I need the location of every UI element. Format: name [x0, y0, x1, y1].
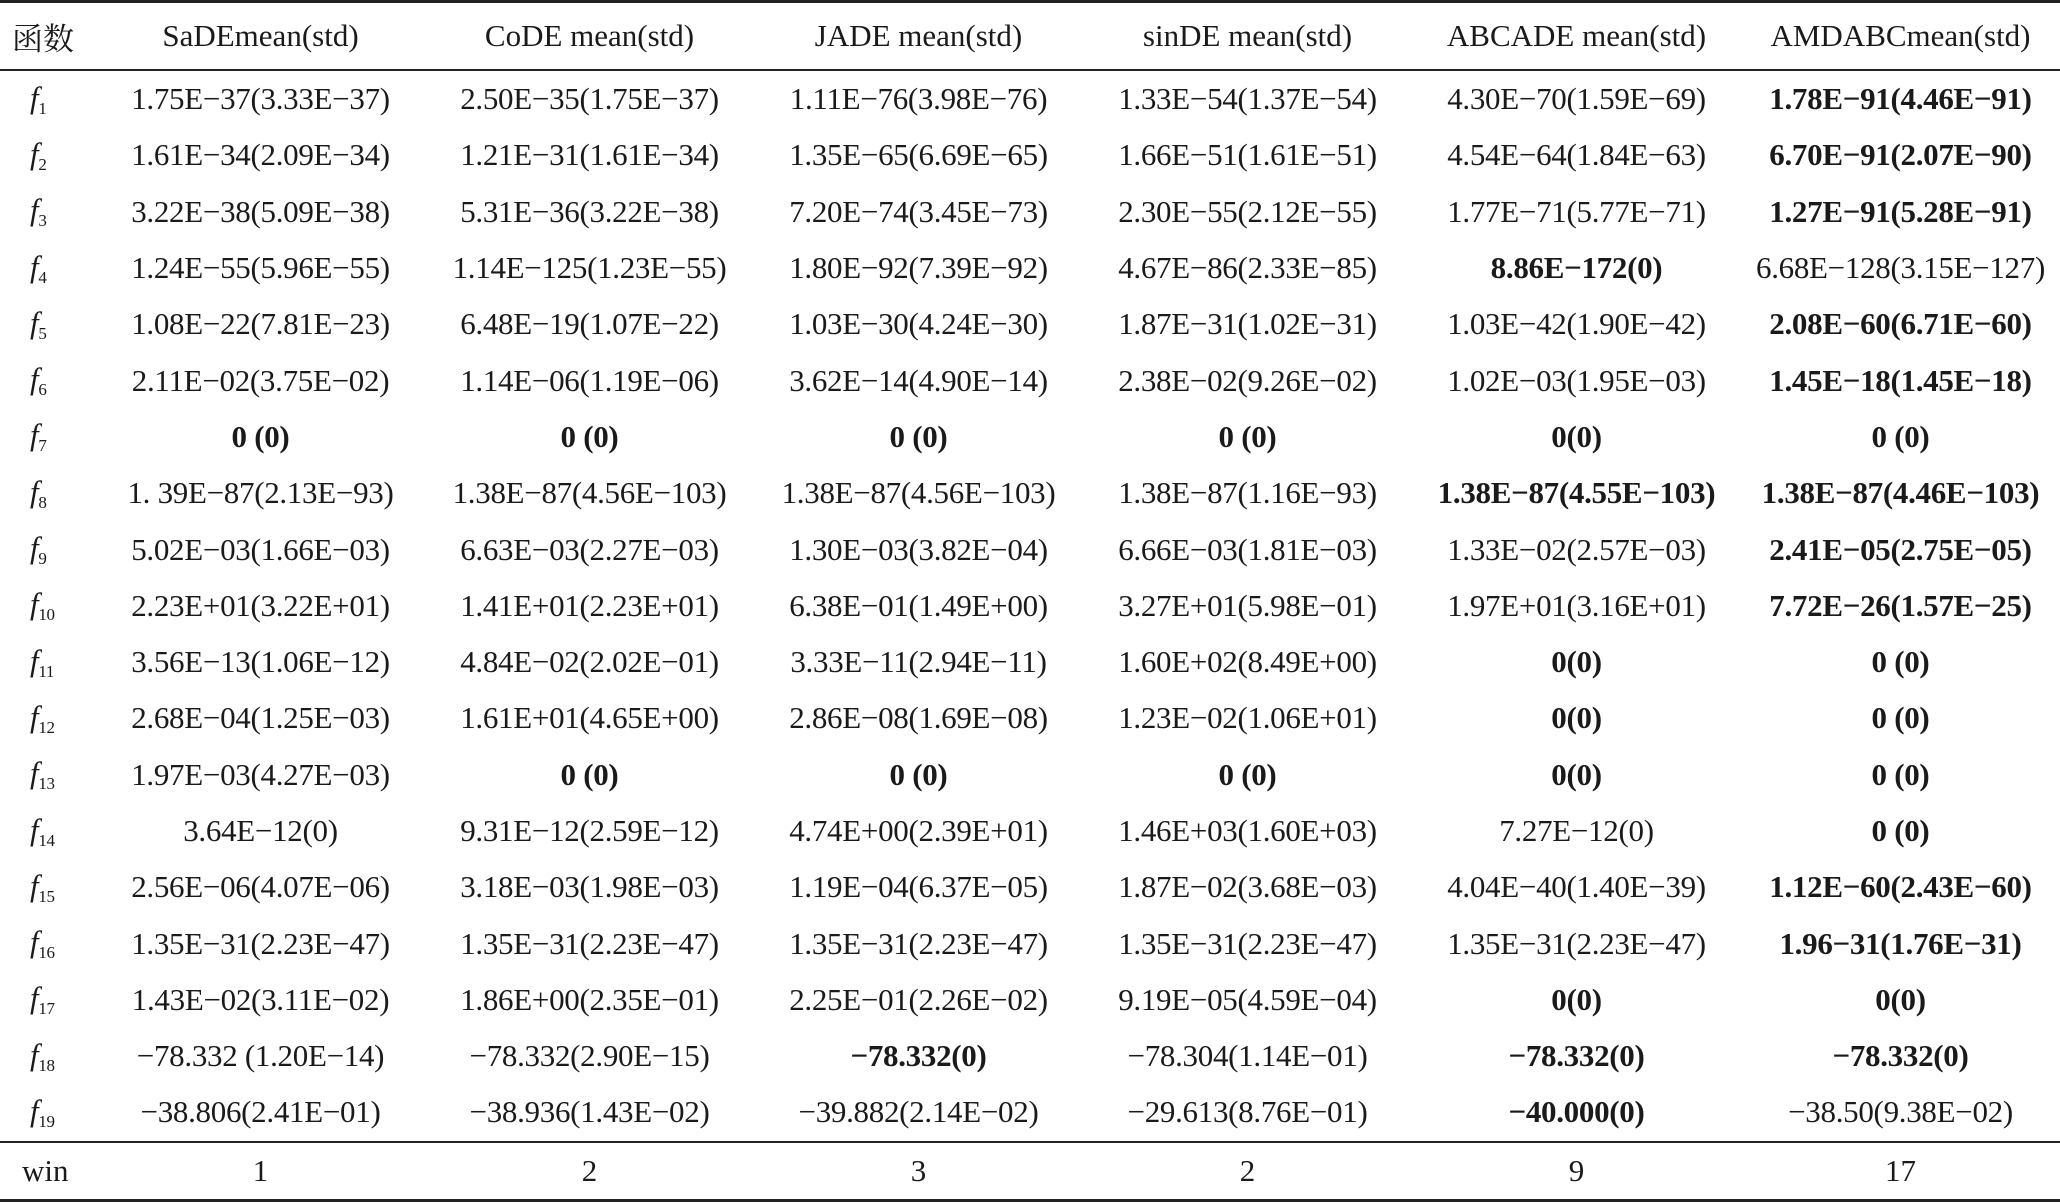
result-cell: 3.64E−12(0): [183, 813, 338, 848]
header-row: [0, 2, 2060, 71]
result-cell: 2.08E−60(6.71E−60): [1769, 306, 2032, 342]
header-code: CoDE mean(std): [425, 2, 754, 71]
function-label: [0, 70, 96, 127]
result-cell: 1.35E−31(2.23E−47): [1447, 925, 1706, 961]
result-cell: 0 (0): [1871, 813, 1930, 848]
result-cell: 4.74E+00(2.39E+01): [789, 813, 1048, 848]
table-row: [0, 521, 2060, 577]
result-cell: −78.332(0): [1832, 1038, 1969, 1074]
result-cell: 7.72E−26(1.57E−25): [1769, 587, 2032, 623]
result-cell: 8.86E−172(0): [1490, 250, 1663, 286]
result-cell: 0 (0): [1871, 644, 1930, 680]
result-cell: 1.75E−37(3.33E−37): [131, 81, 390, 117]
function-symbol: f: [30, 248, 39, 284]
result-cell: 1.12E−60(2.43E−60): [1769, 869, 2032, 905]
result-cell: 2.11E−02(3.75E−02): [131, 362, 390, 398]
result-cell: 0 (0): [1218, 418, 1277, 454]
function-label: [0, 127, 96, 183]
result-cell: 2.41E−05(2.75E−05): [1769, 531, 2032, 567]
result-cell: 1.14E−06(1.19E−06): [460, 362, 719, 398]
result-cell: 1.41E+01(2.23E+01): [460, 587, 719, 623]
function-symbol: f: [30, 530, 39, 566]
result-cell: 1.30E−03(3.82E−04): [789, 531, 1048, 567]
result-cell: 1.61E−34(2.09E−34): [131, 137, 390, 173]
result-cell: 1.97E+01(3.16E+01): [1447, 587, 1706, 623]
result-cell: 0 (0): [1871, 756, 1930, 792]
function-index: 4: [38, 267, 47, 287]
function-index: 5: [38, 323, 47, 343]
table-row: [0, 803, 2060, 859]
result-cell: 1.02E−03(1.95E−03): [1447, 362, 1706, 398]
result-cell: 1.21E−31(1.61E−34): [460, 137, 719, 173]
function-label: [0, 296, 96, 352]
result-cell: 6.70E−91(2.07E−90): [1769, 137, 2032, 173]
result-cell: 3.22E−38(5.09E−38): [131, 193, 390, 229]
result-cell: 1.97E−03(4.27E−03): [131, 756, 390, 792]
result-cell: 0(0): [1551, 981, 1602, 1017]
function-label: [0, 634, 96, 690]
result-cell: −29.613(8.76E−01): [1127, 1094, 1368, 1130]
result-cell: 2.86E−08(1.69E−08): [789, 700, 1048, 736]
function-label: [0, 915, 96, 971]
function-label: [0, 859, 96, 915]
result-cell: 2.50E−35(1.75E−37): [460, 81, 719, 117]
win-count-sinde: 2: [1083, 1142, 1412, 1201]
function-symbol: f: [30, 642, 39, 678]
function-symbol: f: [30, 698, 39, 734]
result-cell: 0 (0): [231, 418, 290, 454]
result-cell: 6.63E−03(2.27E−03): [460, 531, 719, 567]
result-cell: 6.38E−01(1.49E+00): [789, 587, 1048, 623]
function-index: 2: [38, 154, 47, 174]
function-label: [0, 578, 96, 634]
result-cell: 2.23E+01(3.22E+01): [131, 587, 390, 623]
result-cell: 0 (0): [1218, 756, 1277, 792]
result-cell: 1.03E−30(4.24E−30): [789, 306, 1048, 342]
result-cell: 9.31E−12(2.59E−12): [460, 813, 719, 848]
table-footer: [0, 1142, 2060, 1201]
result-cell: 0 (0): [560, 418, 619, 454]
function-label: [0, 521, 96, 577]
result-cell: 1.03E−42(1.90E−42): [1447, 306, 1706, 342]
function-label: [0, 409, 96, 465]
result-cell: 1.38E−87(1.16E−93): [1118, 475, 1377, 511]
table-row: [0, 972, 2060, 1028]
result-cell: 0(0): [1875, 981, 1926, 1017]
result-cell: 4.67E−86(2.33E−85): [1118, 250, 1377, 286]
result-cell: 3.56E−13(1.06E−12): [131, 644, 390, 680]
result-cell: 1.77E−71(5.77E−71): [1447, 193, 1706, 229]
header-sade: SaDEmean(std): [96, 2, 425, 71]
function-symbol: f: [30, 867, 39, 903]
win-count-jade: 3: [754, 1142, 1083, 1201]
result-cell: 1.46E+03(1.60E+03): [1118, 813, 1377, 848]
result-cell: −39.882(2.14E−02): [798, 1094, 1039, 1130]
result-cell: 5.02E−03(1.66E−03): [131, 531, 390, 567]
result-cell: 1.96−31(1.76E−31): [1779, 925, 2022, 961]
result-cell: 6.68E−128(3.15E−127): [1756, 250, 2045, 286]
header-function: 函数: [0, 2, 96, 71]
function-symbol: f: [30, 135, 39, 171]
result-cell: 0(0): [1551, 418, 1602, 454]
function-symbol: f: [30, 361, 39, 397]
table-row: [0, 1028, 2060, 1084]
table-row: [0, 1084, 2060, 1141]
result-cell: 1.87E−02(3.68E−03): [1118, 869, 1377, 905]
result-cell: 9.19E−05(4.59E−04): [1118, 981, 1377, 1017]
function-label: [0, 747, 96, 803]
result-cell: 1. 39E−87(2.13E−93): [127, 475, 394, 511]
result-cell: 2.25E−01(2.26E−02): [789, 981, 1048, 1017]
function-label: [0, 465, 96, 521]
table-row: [0, 296, 2060, 352]
table-row: [0, 915, 2060, 971]
result-cell: 7.20E−74(3.45E−73): [789, 193, 1048, 229]
table-row: [0, 465, 2060, 521]
function-index: 6: [38, 380, 47, 400]
function-index: 3: [38, 211, 47, 231]
function-label: [0, 1028, 96, 1084]
header-abcade: ABCADE mean(std): [1412, 2, 1741, 71]
function-symbol: f: [30, 755, 39, 791]
header-jade: JADE mean(std): [754, 2, 1083, 71]
result-cell: 3.33E−11(2.94E−11): [790, 644, 1047, 680]
result-cell: 1.87E−31(1.02E−31): [1118, 306, 1377, 342]
function-symbol: f: [30, 304, 39, 340]
result-cell: 6.66E−03(1.81E−03): [1118, 531, 1377, 567]
result-cell: 1.33E−02(2.57E−03): [1447, 531, 1706, 567]
function-symbol: f: [30, 417, 39, 453]
result-cell: 0(0): [1551, 644, 1602, 680]
function-symbol: f: [30, 192, 39, 228]
result-cell: 2.68E−04(1.25E−03): [131, 700, 390, 736]
result-cell: 1.66E−51(1.61E−51): [1118, 137, 1377, 173]
result-cell: 1.80E−92(7.39E−92): [789, 250, 1048, 286]
function-index: 15: [38, 886, 55, 906]
table-row: [0, 70, 2060, 127]
table-row: [0, 184, 2060, 240]
function-index: 18: [38, 1055, 55, 1075]
function-index: 11: [38, 661, 55, 681]
win-count-sade: 1: [96, 1142, 425, 1201]
result-cell: 1.27E−91(5.28E−91): [1769, 193, 2032, 229]
result-cell: 1.11E−76(3.98E−76): [789, 81, 1048, 117]
result-cell: 1.86E+00(2.35E−01): [460, 981, 719, 1017]
function-index: 9: [38, 549, 47, 569]
table-row: [0, 690, 2060, 746]
win-label: win: [0, 1142, 96, 1201]
result-cell: 0 (0): [1871, 418, 1930, 454]
result-cell: −78.332 (1.20E−14): [136, 1038, 385, 1074]
table-header: [0, 2, 2060, 71]
function-symbol: f: [30, 1036, 39, 1072]
function-symbol: f: [30, 473, 39, 509]
function-symbol: f: [30, 586, 39, 622]
header-sinde: sinDE mean(std): [1083, 2, 1412, 71]
result-cell: 1.61E+01(4.65E+00): [460, 700, 719, 736]
result-cell: 1.35E−65(6.69E−65): [789, 137, 1048, 173]
result-cell: 2.30E−55(2.12E−55): [1118, 193, 1377, 229]
function-label: [0, 184, 96, 240]
result-cell: 1.14E−125(1.23E−55): [452, 250, 727, 286]
function-index: 17: [38, 999, 55, 1019]
result-cell: 1.35E−31(2.23E−47): [460, 925, 719, 961]
result-cell: 0 (0): [1871, 700, 1930, 736]
result-cell: 1.38E−87(4.55E−103): [1437, 475, 1716, 511]
table-row: [0, 127, 2060, 183]
result-cell: 3.62E−14(4.90E−14): [789, 362, 1048, 398]
result-cell: −38.936(1.43E−02): [469, 1094, 710, 1130]
result-cell: 1.38E−87(4.56E−103): [452, 475, 727, 511]
function-index: 14: [38, 830, 55, 850]
result-cell: 3.18E−03(1.98E−03): [460, 869, 719, 905]
function-symbol: f: [30, 980, 39, 1016]
function-label: [0, 352, 96, 408]
function-index: 8: [38, 492, 47, 512]
result-cell: 1.45E−18(1.45E−18): [1769, 362, 2032, 398]
result-cell: −38.806(2.41E−01): [140, 1094, 381, 1130]
result-cell: 1.35E−31(2.23E−47): [1118, 925, 1377, 961]
result-cell: 6.48E−19(1.07E−22): [460, 306, 719, 342]
result-cell: 1.19E−04(6.37E−05): [789, 869, 1048, 905]
result-cell: 1.38E−87(4.46E−103): [1761, 475, 2040, 511]
header-amdabc: AMDABCmean(std): [1741, 2, 2060, 71]
function-symbol: f: [30, 924, 39, 960]
result-cell: 0(0): [1551, 700, 1602, 736]
result-cell: 1.60E+02(8.49E+00): [1118, 644, 1377, 680]
result-cell: 1.38E−87(4.56E−103): [781, 475, 1056, 511]
result-cell: 4.54E−64(1.84E−63): [1447, 137, 1706, 173]
table-row: [0, 859, 2060, 915]
result-cell: 1.43E−02(3.11E−02): [131, 981, 390, 1017]
table-row: [0, 409, 2060, 465]
table-body: [0, 70, 2060, 1142]
function-index: 13: [38, 774, 55, 794]
table-row: [0, 578, 2060, 634]
win-count-amdabc: 17: [1741, 1142, 2060, 1201]
result-cell: 1.78E−91(4.46E−91): [1769, 81, 2032, 117]
function-label: [0, 240, 96, 296]
result-cell: 1.08E−22(7.81E−23): [131, 306, 390, 342]
function-index: 12: [38, 717, 55, 737]
result-cell: −40.000(0): [1508, 1094, 1645, 1130]
win-count-abcade: 9: [1412, 1142, 1741, 1201]
function-symbol: f: [30, 1092, 39, 1128]
result-cell: 0(0): [1551, 756, 1602, 792]
result-cell: −38.50(9.38E−02): [1788, 1094, 2013, 1130]
function-label: [0, 1084, 96, 1141]
win-row: [0, 1142, 2060, 1201]
result-cell: 5.31E−36(3.22E−38): [460, 193, 719, 229]
result-cell: 1.35E−31(2.23E−47): [131, 925, 390, 961]
table-row: [0, 352, 2060, 408]
result-cell: 1.23E−02(1.06E+01): [1118, 700, 1377, 736]
function-label: [0, 690, 96, 746]
function-symbol: f: [30, 79, 39, 115]
result-cell: −78.304(1.14E−01): [1127, 1038, 1368, 1074]
result-cell: 0 (0): [889, 418, 948, 454]
function-label: [0, 972, 96, 1028]
function-index: 1: [38, 98, 47, 118]
result-cell: 3.27E+01(5.98E−01): [1118, 587, 1377, 623]
result-cell: 1.24E−55(5.96E−55): [131, 250, 390, 286]
table-row: [0, 634, 2060, 690]
table-row: [0, 240, 2060, 296]
function-index: 7: [38, 436, 47, 456]
function-label: [0, 803, 96, 859]
result-cell: −78.332(0): [850, 1038, 987, 1074]
result-cell: 2.38E−02(9.26E−02): [1118, 362, 1377, 398]
result-cell: 0 (0): [560, 756, 619, 792]
win-count-code: 2: [425, 1142, 754, 1201]
result-cell: 4.84E−02(2.02E−01): [460, 644, 719, 680]
result-cell: 4.04E−40(1.40E−39): [1447, 869, 1706, 905]
result-cell: −78.332(2.90E−15): [469, 1038, 710, 1074]
function-symbol: f: [30, 811, 39, 847]
result-cell: 2.56E−06(4.07E−06): [131, 869, 390, 905]
result-cell: 1.35E−31(2.23E−47): [789, 925, 1048, 961]
function-index: 16: [38, 943, 55, 963]
result-cell: 0 (0): [889, 756, 948, 792]
table-row: [0, 747, 2060, 803]
function-index: 10: [38, 605, 55, 625]
result-cell: 4.30E−70(1.59E−69): [1447, 81, 1706, 117]
result-cell: 7.27E−12(0): [1499, 813, 1654, 848]
result-cell: 1.33E−54(1.37E−54): [1118, 81, 1377, 117]
function-index: 19: [38, 1111, 55, 1131]
result-cell: −78.332(0): [1508, 1038, 1645, 1074]
